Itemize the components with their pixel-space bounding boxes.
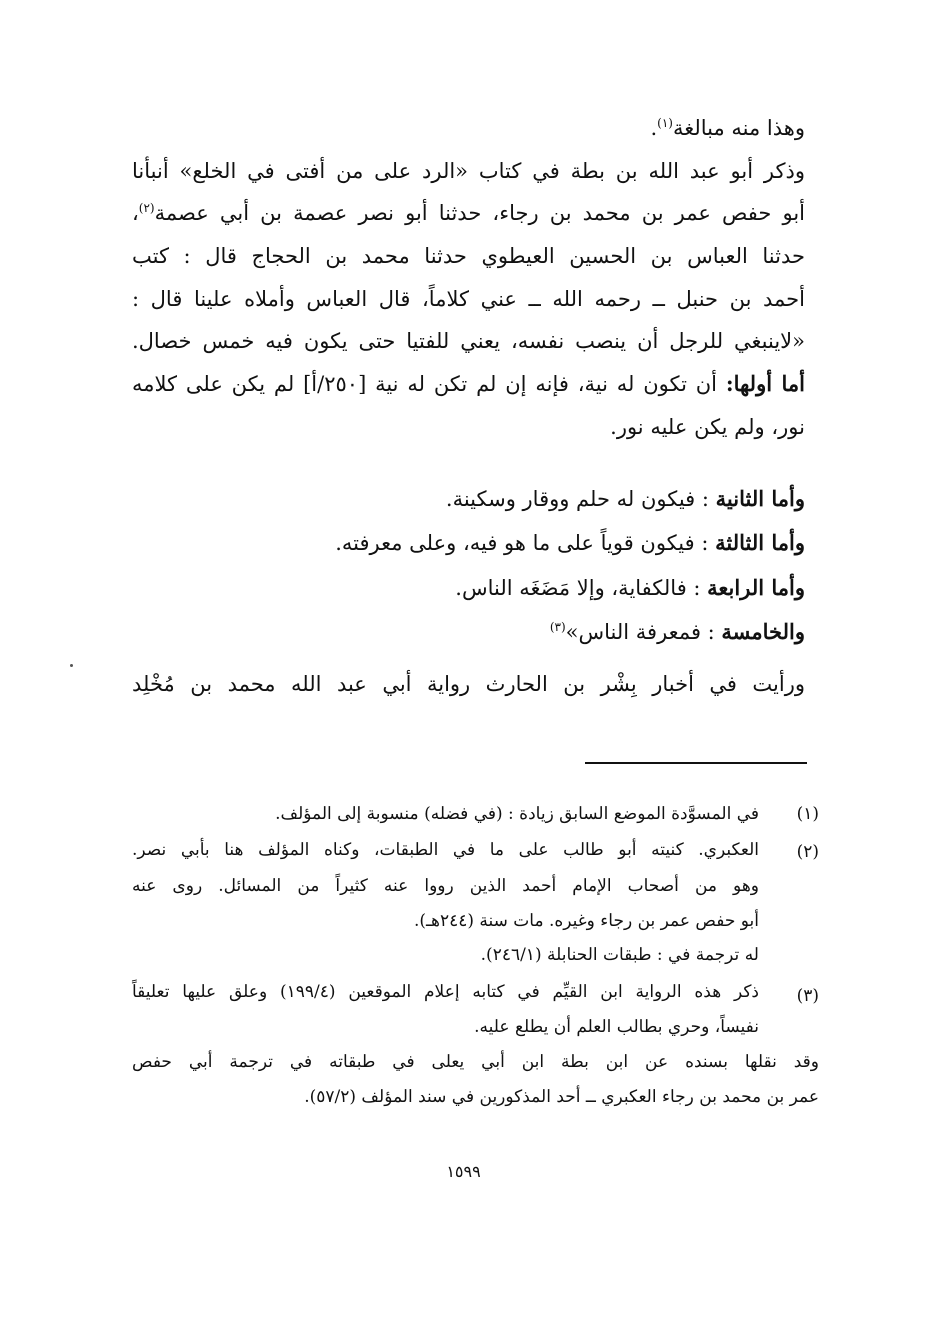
- page-number: ١٥٩٩: [446, 1162, 481, 1181]
- body-line-5: أحمد بن حنبل ــ رحمه الله ــ عني كلاماً، قال العباس وأملاه علينا قال :: [132, 287, 805, 311]
- body-line-3: [132, 198, 805, 228]
- body-line-7: [132, 369, 805, 399]
- list-label: وأما الثانية: [715, 486, 805, 511]
- stray-mark: [70, 664, 73, 667]
- list-label: وأما الثالثة: [715, 530, 805, 555]
- footnote-3-line-2: نفيساً، وحري بطالب العلم أن يطلع عليه.: [474, 1017, 759, 1037]
- footnote-ref: (١): [657, 116, 673, 130]
- footnote-2-line-1: العكبري. كنيته أبو طالب على ما في الطبقات، وكناه المؤلف هنا بأبي نصر.: [132, 840, 759, 860]
- footnote-3-line-4: عمر بن محمد بن رجاء العكبري ــ أحد المذكورين في سند المؤلف (٥٧/٢).: [304, 1087, 819, 1107]
- body-line-6: «لاينبغي للرجل أن ينصب نفسه، يعني للفتيا حتى يكون فيه خمس خصال.: [132, 329, 805, 353]
- list-text: : فمعرفة الناس»: [565, 620, 722, 644]
- footnote-number: (٣): [796, 986, 819, 1006]
- body-text: أبو حفص عمر بن محمد بن رجاء، حدثنا أبو نصر عصمة بن أبي عصمة: [154, 201, 805, 225]
- footnote-3-line-3: وقد نقلها بسنده عن ابن بطة ابن أبي يعلى في طبقاته في ترجمة أبي حفص: [132, 1052, 819, 1072]
- footnote-number: (٢): [796, 842, 819, 862]
- list-label: والخامسة: [721, 619, 805, 644]
- bold-heading: أما أولها:: [725, 371, 805, 396]
- footnote-divider: [585, 762, 807, 764]
- footnote-ref: (٣): [549, 620, 566, 634]
- list-text: : فيكون قوياً على ما هو فيه، وعلى معرفته.: [335, 531, 716, 555]
- body-line-1: [650, 113, 805, 143]
- body-line-2: وذكر أبو عبد الله بن بطة في كتاب «الرد على من أفتى في الخلع» أنبأنا: [132, 159, 805, 183]
- list-text: : فالكفاية، وإلا مَضَغَه الناس.: [455, 576, 708, 600]
- footnote-1-line-1: في المسوَّدة الموضع السابق زيادة : (في فضله) منسوبة إلى المؤلف.: [275, 804, 759, 824]
- body-text: ،: [132, 201, 139, 225]
- list-item: [446, 484, 805, 514]
- list-label: وأما الرابعة: [707, 575, 805, 600]
- body-text: أن تكون له نية، فإنه إن لم تكن له نية [٢٥٠/أ] لم يكن على كلامه: [132, 372, 726, 396]
- body-last-line: ورأيت في أخبار بِشْر بن الحارث رواية أبي عبد الله محمد بن مُخْلِد: [132, 672, 805, 696]
- footnote-3-line-1: ذكر هذه الرواية ابن القيِّم في كتابه إعلام الموقعين (١٩٩/٤) وعلق عليها تعليقاً: [132, 982, 760, 1002]
- footnote-2-line-2: وهو من أصحاب الإمام أحمد الذين رووا عنه كثيراً من المسائل. روى عنه: [132, 876, 759, 896]
- body-line-8: نور، ولم يكن عليه نور.: [610, 415, 805, 439]
- body-line-4: حدثنا العباس بن الحسين العيطوي حدثنا محمد بن الحجاج قال : كتب: [132, 244, 805, 268]
- list-item: [335, 528, 805, 558]
- footnote-number: (١): [796, 804, 819, 824]
- list-text: : فيكون له حلم ووقار وسكينة.: [445, 487, 716, 511]
- list-item: [455, 573, 805, 603]
- footnote-2-line-4: له ترجمة في : طبقات الحنابلة (٢٤٦/١).: [480, 945, 759, 965]
- body-text: وهذا منه مبالغة: [672, 116, 805, 140]
- footnote-ref: (٢): [138, 201, 155, 215]
- body-text: .: [650, 116, 658, 140]
- footnote-2-line-3: أبو حفص عمر بن رجاء وغيره. مات سنة (٢٤٤هـ).: [413, 911, 759, 931]
- list-item: [550, 617, 805, 647]
